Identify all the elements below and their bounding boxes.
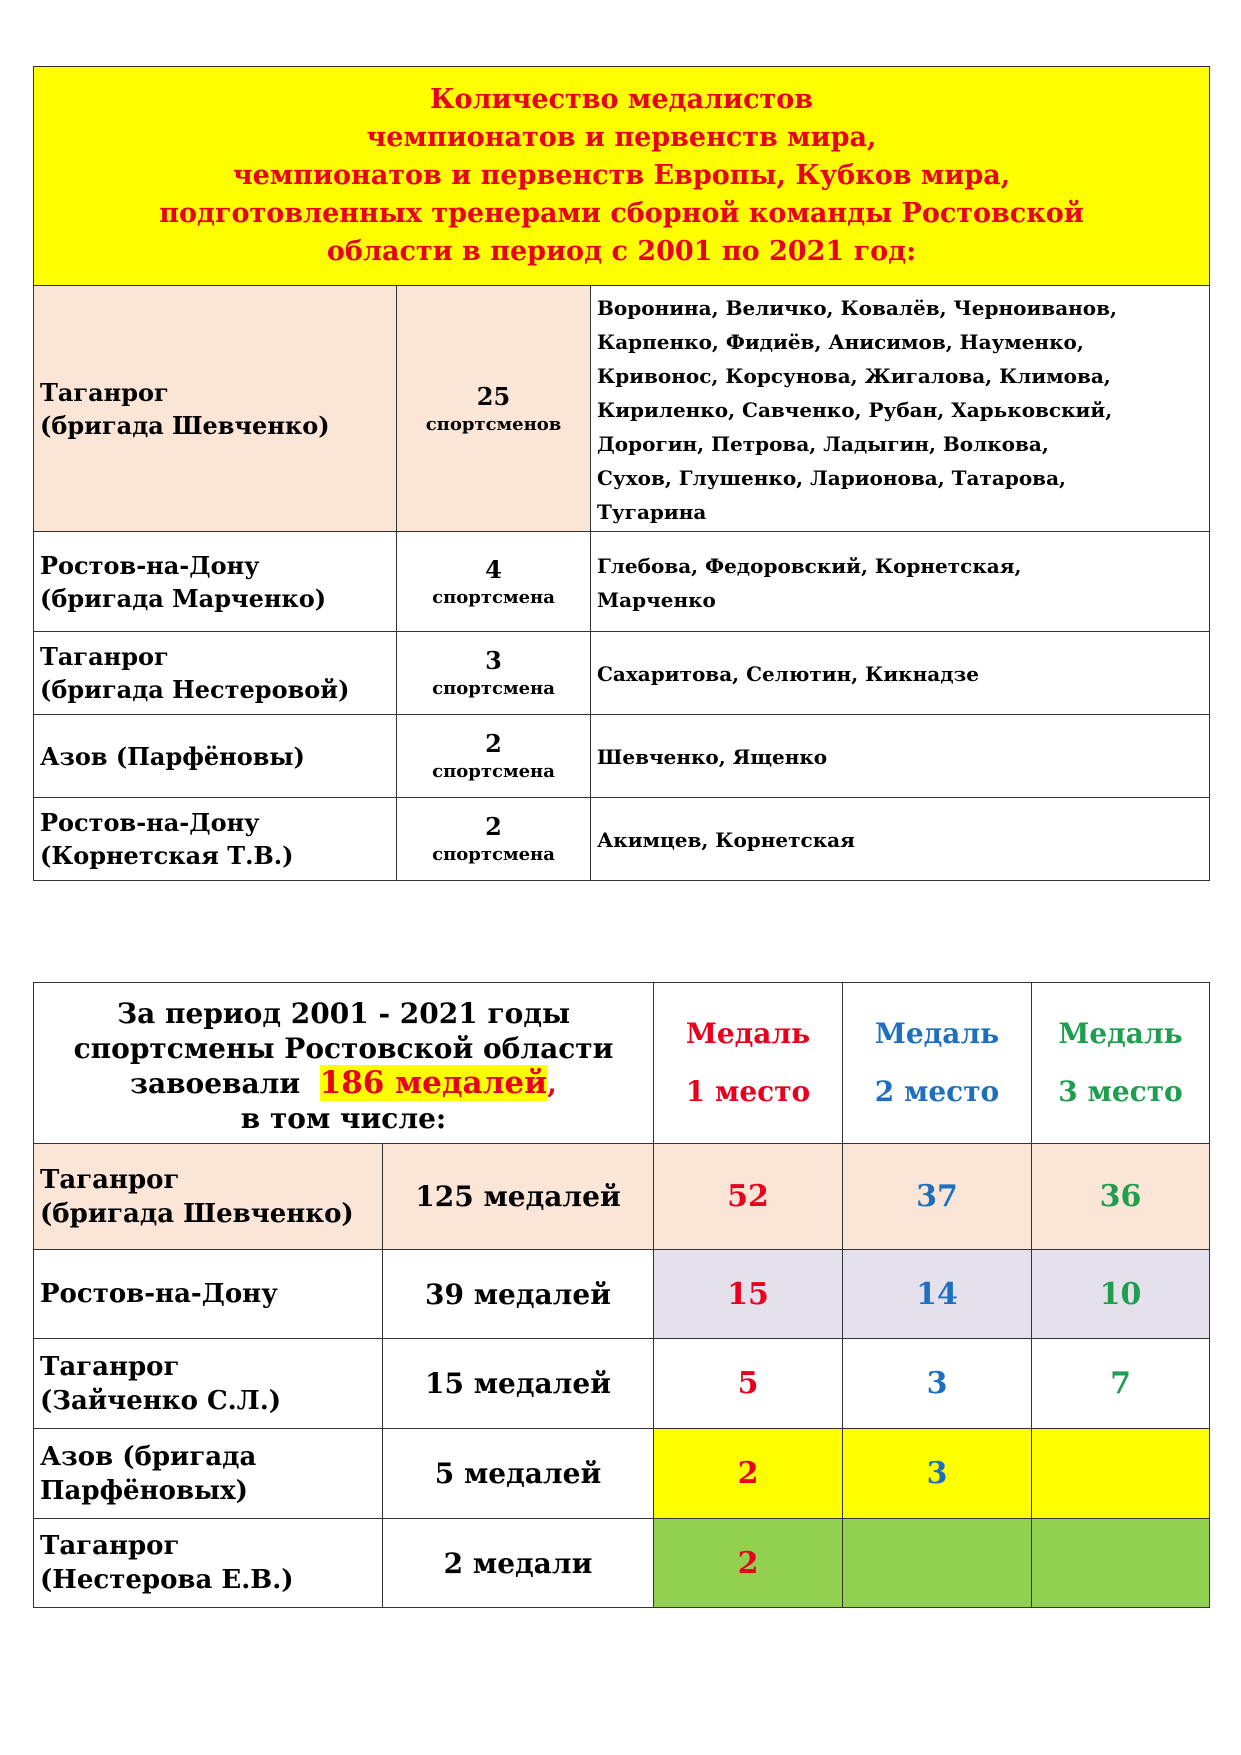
names-cell: [591, 715, 1210, 798]
athlete-unit: спортсменов: [425, 413, 562, 435]
summary-cell: [34, 983, 654, 1144]
gold-count: 2: [654, 1429, 843, 1519]
athlete-count: 3: [485, 646, 502, 675]
names-line: Акимцев, Корнетская: [597, 828, 855, 852]
table-row: [34, 632, 1210, 715]
medals-header-row: [34, 983, 1210, 1144]
names-line: Сухов, Глушенко, Ларионова, Татарова,: [597, 465, 1066, 490]
table-row: [34, 1144, 1210, 1250]
names-line: Воронина, Величко, Ковалёв, Черноиванов,: [597, 295, 1117, 320]
group-name: Таганрог: [40, 642, 169, 671]
silver-count: 3: [843, 1429, 1032, 1519]
count-cell: [397, 532, 591, 632]
group-name: Таганрог: [40, 377, 169, 407]
group-name: Ростов-на-Дону: [40, 550, 260, 580]
names-line: Шевченко, Ященко: [597, 745, 828, 769]
athlete-unit: спортсмена: [432, 761, 555, 782]
summary-line: в том числе:: [240, 1102, 447, 1135]
names-line: Тугарина: [597, 499, 707, 524]
silver-count: 3: [843, 1339, 1032, 1429]
names-cell: [591, 286, 1210, 532]
medal-label: Медаль: [874, 1017, 1000, 1050]
names-line: Марченко: [597, 587, 716, 612]
group-name: Таганрог: [40, 1531, 180, 1561]
group-brigade: (Корнетская Т.В.): [40, 841, 294, 870]
group-cell: [34, 715, 397, 798]
group-brigade: (Зайченко С.Л.): [40, 1385, 282, 1416]
group-cell: [34, 1519, 383, 1608]
group-brigade: (бригада Нестеровой): [40, 675, 350, 704]
medal-label: Медаль: [1058, 1017, 1183, 1050]
group-cell: [34, 286, 397, 532]
summary-suffix: ,: [547, 1067, 557, 1100]
group-brigade: (Нестерова Е.В.): [40, 1565, 294, 1595]
bronze-count: 10: [1032, 1250, 1210, 1339]
athlete-unit: спортсмена: [432, 844, 555, 865]
count-cell: [397, 286, 591, 532]
count-cell: [397, 715, 591, 798]
total-medals: 125 медалей: [383, 1144, 654, 1250]
athlete-count: 2: [485, 812, 502, 841]
bronze-count: 7: [1032, 1339, 1210, 1429]
group-cell: [34, 1144, 383, 1250]
medal-label: Медаль: [685, 1017, 811, 1050]
athlete-count: 25: [476, 381, 511, 411]
group-name: Таганрог: [40, 1164, 180, 1195]
group-cell: [34, 632, 397, 715]
athlete-count: 4: [485, 554, 502, 584]
group-cell: [34, 1250, 383, 1339]
total-medals: 5 медалей: [383, 1429, 654, 1519]
group-name: Азов (бригада: [40, 1441, 257, 1472]
silver-count: 14: [843, 1250, 1032, 1339]
group-brigade: (бригада Шевченко): [40, 1198, 354, 1229]
medal-place: 2 место: [874, 1075, 1000, 1108]
gold-count: 15: [654, 1250, 843, 1339]
medal-header-gold: [654, 983, 843, 1144]
title-line: Количество медалистов: [429, 84, 814, 115]
names-cell: [591, 632, 1210, 715]
group-name: Азов (Парфёновы): [40, 741, 305, 771]
total-medals: 15 медалей: [383, 1339, 654, 1429]
group-cell: [34, 1429, 383, 1519]
gold-count: 2: [654, 1519, 843, 1608]
group-cell: [34, 1339, 383, 1429]
gold-count: 52: [654, 1144, 843, 1250]
athlete-count: 2: [485, 729, 502, 758]
athlete-unit: спортсмена: [432, 678, 555, 699]
names-line: Глебова, Федоровский, Корнетская,: [597, 553, 1022, 578]
table-row: [34, 798, 1210, 881]
names-line: Сахаритова, Селютин, Кикнадзе: [597, 662, 980, 686]
names-cell: [591, 798, 1210, 881]
names-line: Кривонос, Корсунова, Жигалова, Климова,: [597, 363, 1111, 388]
summary-line: спортсмены Ростовской области: [73, 1032, 614, 1065]
group-brigade: Парфёновых): [40, 1475, 248, 1506]
bronze-count: [1032, 1429, 1210, 1519]
names-line: Карпенко, Фидиёв, Анисимов, Науменко,: [597, 329, 1084, 354]
names-cell: [591, 532, 1210, 632]
silver-count: [843, 1519, 1032, 1608]
group-name: Ростов-на-Дону: [40, 808, 260, 837]
group-name: Таганрог: [40, 1351, 180, 1382]
group-brigade: (бригада Шевченко): [40, 410, 330, 440]
medal-header-bronze: [1032, 983, 1210, 1144]
bronze-count: 36: [1032, 1144, 1210, 1250]
medal-header-silver: [843, 983, 1032, 1144]
silver-count: 37: [843, 1144, 1032, 1250]
table-row: [34, 286, 1210, 532]
title-line: чемпионатов и первенств Европы, Кубков мира,: [232, 160, 1011, 191]
total-medals: 2 медали: [383, 1519, 654, 1608]
table-row: [34, 715, 1210, 798]
total-medals-highlight: 186 медалей: [319, 1065, 548, 1101]
coaches-table-title: [34, 67, 1210, 286]
names-line: Кириленко, Савченко, Рубан, Харьковский,: [597, 397, 1113, 422]
group-brigade: (бригада Марченко): [40, 583, 327, 613]
coaches-table: [33, 66, 1210, 881]
medals-table: [33, 982, 1210, 1608]
count-cell: [397, 632, 591, 715]
gold-count: 5: [654, 1339, 843, 1429]
title-line: подготовленных тренерами сборной команды Ростовской: [159, 198, 1084, 229]
bronze-count: [1032, 1519, 1210, 1608]
medal-place: 3 место: [1058, 1075, 1183, 1108]
athlete-unit: спортсмена: [432, 586, 555, 608]
count-cell: [397, 798, 591, 881]
table-row: [34, 532, 1210, 632]
group-name: Ростов-на-Дону: [40, 1279, 278, 1309]
summary-line: За период 2001 - 2021 годы: [116, 997, 571, 1030]
table-row: [34, 1250, 1210, 1339]
summary-line: [34, 1066, 653, 1101]
table-row: [34, 1339, 1210, 1429]
group-cell: [34, 798, 397, 881]
total-medals: 39 медалей: [383, 1250, 654, 1339]
table-row: [34, 1429, 1210, 1519]
names-line: Дорогин, Петрова, Ладыгин, Волкова,: [597, 431, 1049, 456]
medal-place: 1 место: [685, 1075, 811, 1108]
summary-prefix: завоевали: [130, 1067, 301, 1100]
group-cell: [34, 532, 397, 632]
title-line: области в период с 2001 по 2021 год:: [326, 236, 917, 267]
table-row: [34, 1519, 1210, 1608]
title-line: чемпионатов и первенств мира,: [366, 122, 877, 153]
